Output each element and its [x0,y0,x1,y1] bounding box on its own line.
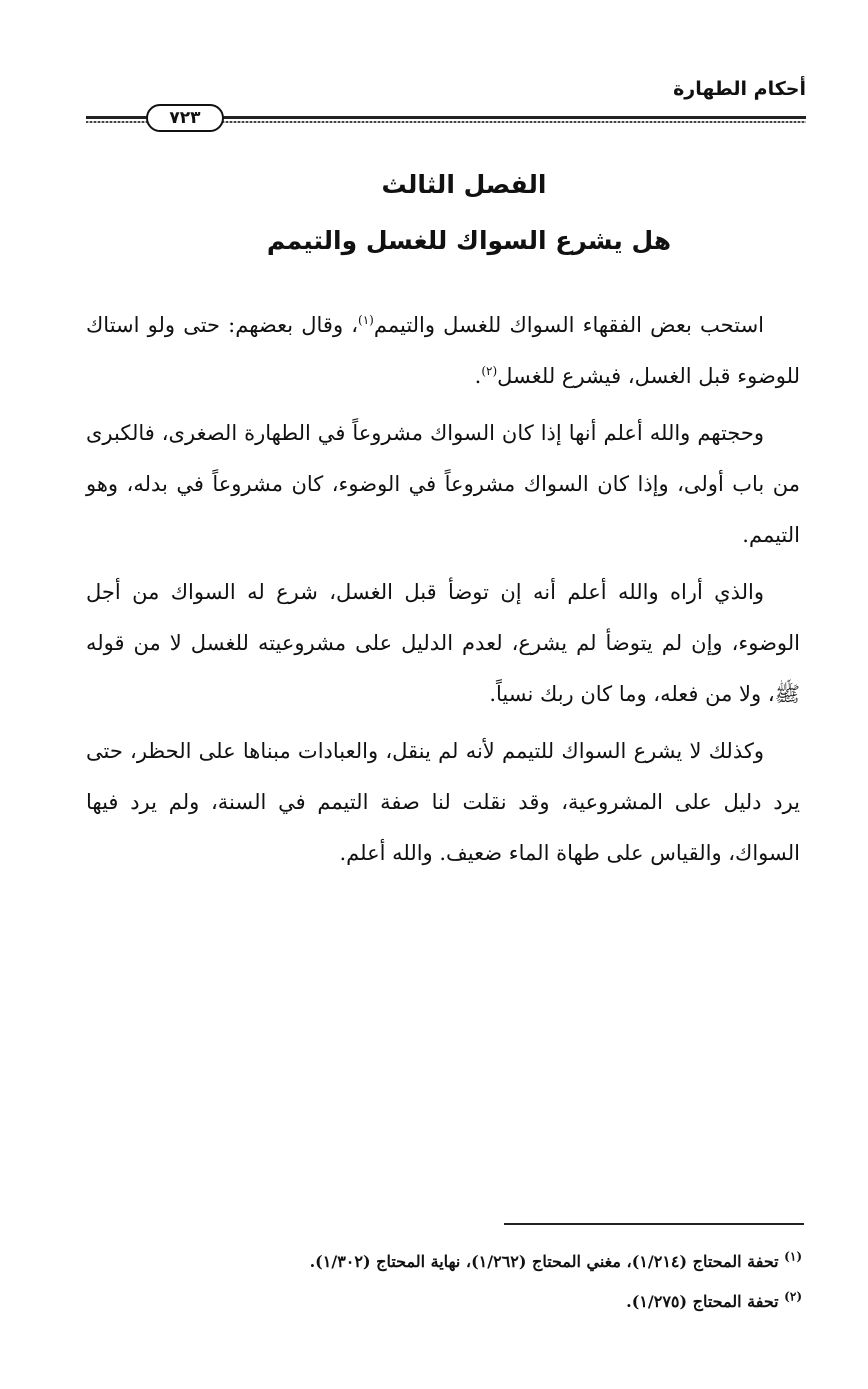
footnote-2-text: تحفة المحتاج (١/٢٧٥). [626,1292,779,1311]
footnotes [86,1242,802,1322]
paragraph-1 [86,300,800,402]
running-header-title: أحكام الطهارة [673,78,806,100]
paragraph-1-part-2: ، وقال بعضهم: حتى ولو استاك للوضوء قبل الغسل، فيشرع للغسل [86,313,800,388]
footnote-1 [86,1242,802,1282]
chapter-title: الفصل الثالث [381,170,547,199]
paragraph-4: وكذلك لا يشرع السواك للتيمم لأنه لم ينقل، والعبادات مبناها على الحظر، حتى يرد دليل على المشروعية، وقد نقلت لنا صفة التيمم في السنة، ولم يرد فيها السواك، والقياس على طهاة الماء ضعيف. والله أعلم. [86,739,800,865]
paragraph-2: وحجتهم والله أعلم أنها إذا كان السواك مشروعاً في الطهارة الصغرى، فالكبرى من باب أولى، وإذا كان السواك مشروعاً في الوضوء، كان مشروعاً في بدله، وهو التيمم. [86,421,800,547]
footnote-2-mark: (٢) [784,1289,802,1304]
paragraph-1-part-1: استحب بعض الفقهاء السواك للغسل والتيمم [373,313,764,337]
paragraph-3: والذي أراه والله أعلم أنه إن توضأ قبل الغسل، شرع له السواك من أجل الوضوء، وإن لم يتوضأ لم يشرع، لعدم الدليل على مشروعيته للغسل لا من قوله ﷺ، ولا من فعله، وما كان ربك نسياً. [86,580,800,706]
footnote-ref-1[interactable]: (١) [358,313,374,327]
footnote-ref-2[interactable]: (٢) [481,364,498,378]
footnote-2 [86,1282,802,1322]
body-text [86,300,800,885]
footnote-1-text: تحفة المحتاج (١/٢١٤)، مغني المحتاج (١/٢٦٢)، نهاية المحتاج (١/٣٠٢). [309,1252,779,1271]
chapter-subtitle: هل يشرع السواك للغسل والتيمم [266,226,672,255]
paragraph-1-part-3: . [474,364,482,388]
header-rule [86,104,806,134]
footnote-1-mark: (١) [784,1249,802,1264]
page-number: ٧٢٣ [146,104,224,132]
footnote-separator [504,1223,804,1225]
